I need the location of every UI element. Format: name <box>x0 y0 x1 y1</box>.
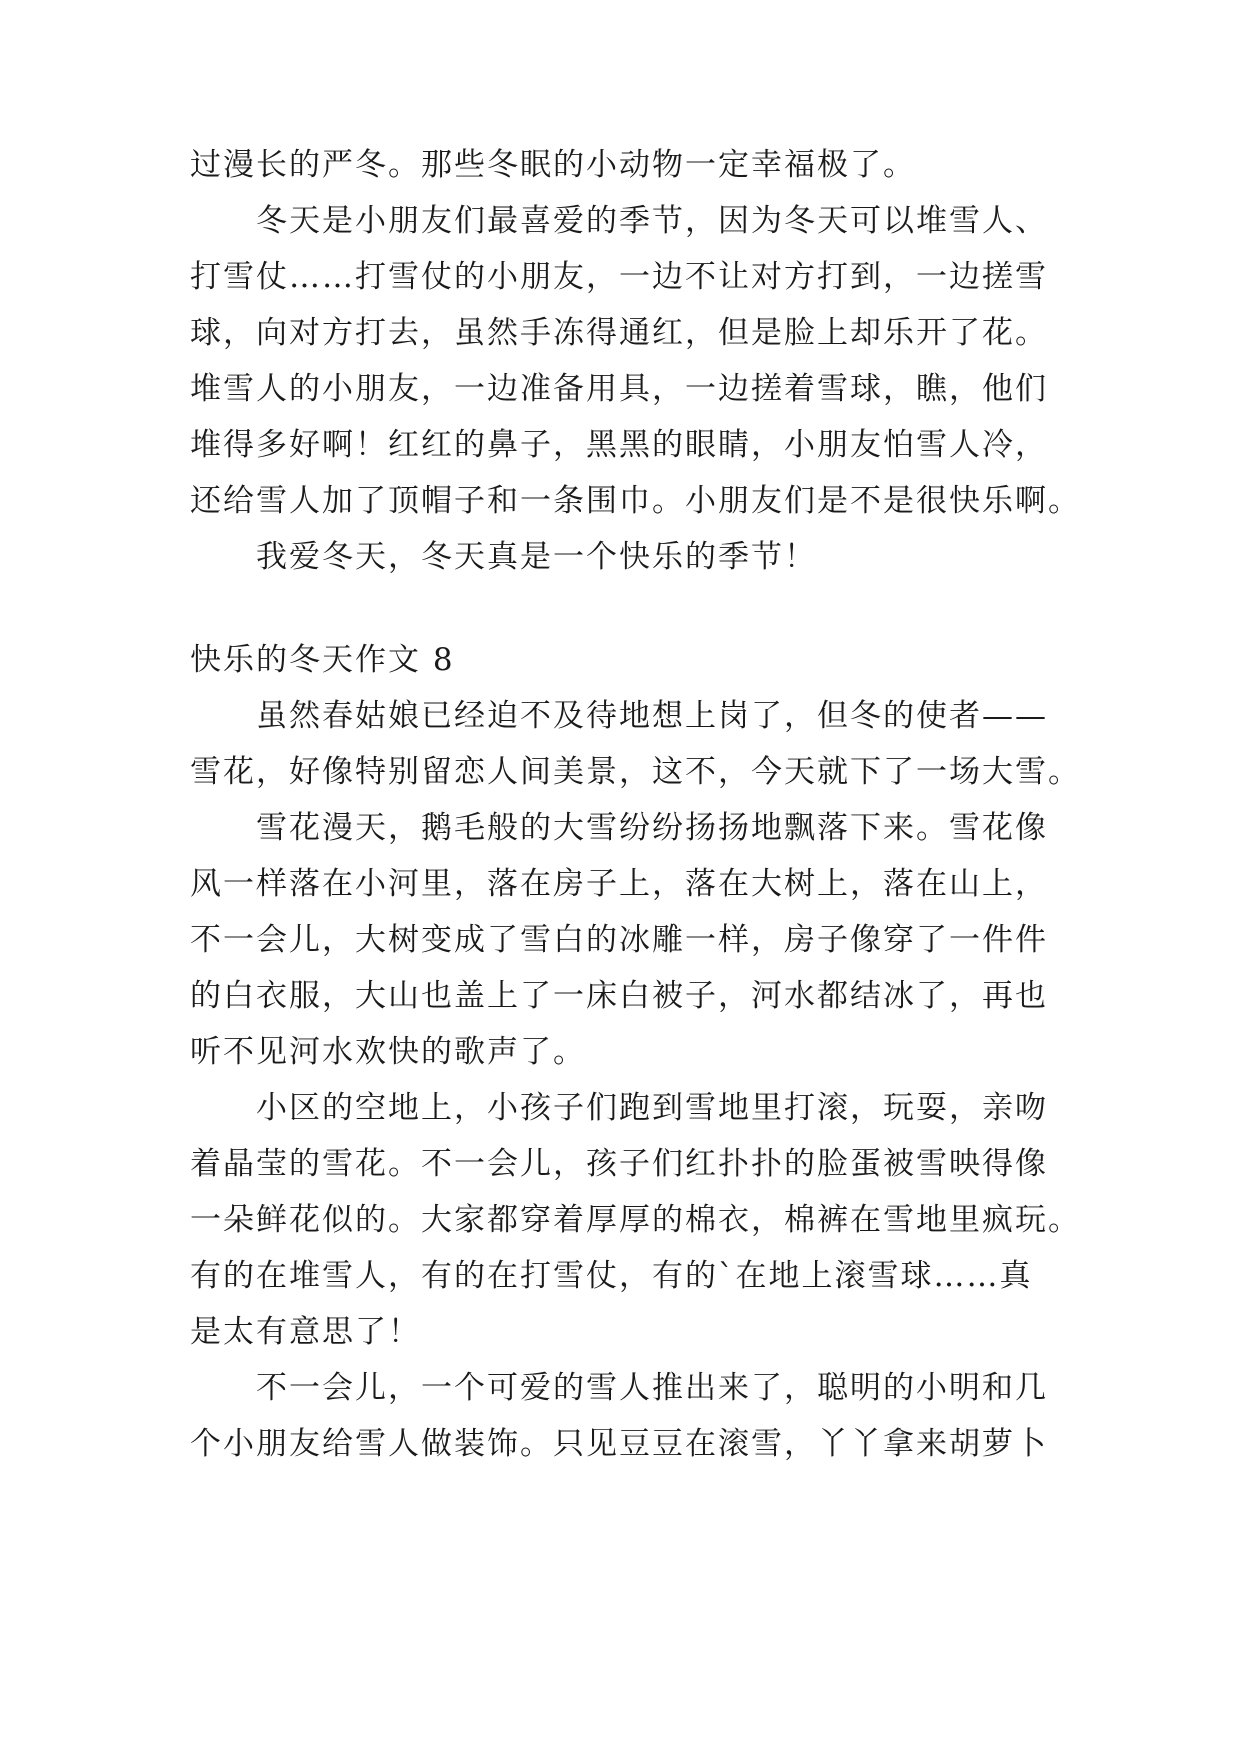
paragraph-line: 冬天是小朋友们最喜爱的季节，因为冬天可以堆雪人、 <box>256 203 1048 239</box>
paragraph-line: 雪花漫天，鹅毛般的大雪纷纷扬扬地飘落下来。雪花像 <box>256 810 1048 846</box>
section-heading: 快乐的冬天作文 8 <box>190 642 455 678</box>
paragraph-line: 个小朋友给雪人做装饰。只见豆豆在滚雪，丫丫拿来胡萝卜 <box>190 1426 1048 1462</box>
paragraph-line: 还给雪人加了顶帽子和一条围巾。小朋友们是不是很快乐啊。 <box>190 483 1081 519</box>
paragraph-line: 虽然春姑娘已经迫不及待地想上岗了，但冬的使者—— <box>256 698 1048 734</box>
paragraph-line: 过漫长的严冬。那些冬眠的小动物一定幸福极了。 <box>190 147 916 183</box>
paragraph-line: 堆得多好啊！红红的鼻子，黑黑的眼睛，小朋友怕雪人冷， <box>190 427 1048 463</box>
paragraph-line: 打雪仗……打雪仗的小朋友，一边不让对方打到，一边搓雪 <box>190 259 1048 295</box>
paragraph-line: 雪花，好像特别留恋人间美景，这不，今天就下了一场大雪。 <box>190 754 1081 790</box>
paragraph-line: 堆雪人的小朋友，一边准备用具，一边搓着雪球，瞧，他们 <box>190 371 1048 407</box>
paragraph-line: 小区的空地上，小孩子们跑到雪地里打滚，玩耍，亲吻 <box>256 1090 1048 1126</box>
paragraph-line: 球，向对方打去，虽然手冻得通红，但是脸上却乐开了花。 <box>190 315 1048 351</box>
paragraph-line: 有的在堆雪人，有的在打雪仗，有的`在地上滚雪球……真 <box>190 1258 1033 1294</box>
paragraph-line: 不一会儿，大树变成了雪白的冰雕一样，房子像穿了一件件 <box>190 922 1048 958</box>
paragraph-line: 听不见河水欢快的歌声了。 <box>190 1034 586 1070</box>
paragraph-line: 是太有意思了！ <box>190 1314 421 1350</box>
paragraph-line: 风一样落在小河里，落在房子上，落在大树上，落在山上， <box>190 866 1048 902</box>
paragraph-line: 一朵鲜花似的。大家都穿着厚厚的棉衣，棉裤在雪地里疯玩。 <box>190 1202 1081 1238</box>
paragraph-line: 不一会儿，一个可爱的雪人推出来了，聪明的小明和几 <box>256 1370 1048 1406</box>
paragraph-line: 的白衣服，大山也盖上了一床白被子，河水都结冰了，再也 <box>190 978 1048 1014</box>
paragraph-line: 我爱冬天，冬天真是一个快乐的季节！ <box>256 539 817 575</box>
paragraph-line: 着晶莹的雪花。不一会儿，孩子们红扑扑的脸蛋被雪映得像 <box>190 1146 1048 1182</box>
